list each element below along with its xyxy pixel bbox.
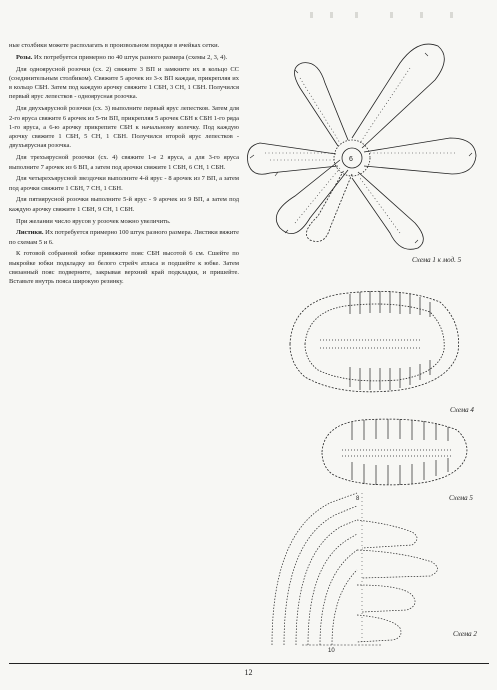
paragraph-five-tier-rose: Для пятиярусной розочки выполните 5-й ярус - 9 арочек из 9 ВП, а затем под каждую арочку свяжите 1 СБН, 9 СН, 1 СБН. xyxy=(9,196,239,213)
paragraph-leaves xyxy=(9,228,239,247)
leaves-intro-text: Их потребуется примерно 100 штук разного размера. Листики вяжите по схемам 5 и 6. xyxy=(9,229,239,246)
paragraph-four-tier-star: Для четырехъярусной звездочки выполните 4-й ярус - 8 арочек из 7 ВП, а затем под арочки свяжите 1 СБН, 7 СН, 1 СБН. xyxy=(9,175,239,192)
long-leaf-stitch-columns xyxy=(342,419,452,485)
paragraph-one-tier-rose: Для одноярусной розочки (сх. 2) свяжите 3 ВП и замкните их в кольцо СС (соединительным столбиком). Свяжите 5 арочек из 3-х ВП каждая, прикрепляя их в кольцо СБН. Затем под каждую арочку свяжите 1 СБН, 3 СН, 1 СБН. Получился первый ярус лепестков - одноярусная розочка. xyxy=(9,65,239,101)
flower-center-label: 6 xyxy=(349,156,353,163)
rose-inner-rows xyxy=(357,520,438,642)
instructions-text-column xyxy=(9,41,239,289)
long-leaf-outline xyxy=(322,419,467,485)
oval-leaf-outline xyxy=(290,291,459,391)
oval-leaf-stitch-columns xyxy=(320,291,430,390)
oval-leaf-scheme-diagram xyxy=(280,282,470,402)
paragraph-more-tiers: При желании число ярусов у розочек можно увеличить. xyxy=(16,217,171,225)
paragraph-intro: ные столбики можете располагать в произвольном порядке в ячейках сетки. xyxy=(9,42,220,49)
paragraph-waistband: К готовой собранной юбке привяжите пояс СБН высотой 6 см. Сшейте по выкройке юбки подкладку из белого стрейч атласа и подшейте к юбке. Затем связанный пояс подверните, закрывая верхний край подкладки, и пришейте. Вставьте внутрь пояса широкую резинку. xyxy=(9,250,239,286)
rose-outer-arc xyxy=(272,493,357,645)
paragraph-roses xyxy=(9,53,239,62)
flower-stitch-marks xyxy=(250,53,472,243)
paragraph-two-tier-rose: Для двухъярусной розочки (сх. 3) выполните первый ярус лепестков. Затем для 2-го яруса свяжите 6 арочек из 5-ти ВП, прикрепляя 5 арочек СБН к СБН 1-го ряда 1-го яруса, а 6-ю арочку прикрепите СБН к начальному колечку. Под каждую арочку свяжите 1 СБН, 5 СН, 1 СБН. Получился второй ярус лепестков - двухъярусная розочка. xyxy=(9,105,239,150)
roses-intro-text: Их потребуется примерно по 40 штук разного размера (схемы 2, 3, 4). xyxy=(32,53,228,61)
scheme-5-caption: Схема 5 xyxy=(449,494,473,502)
paragraph-three-tier-rose: Для трехъярусной розочки (сх. 4) свяжите 1-е 2 яруса, а для 3-го яруса выполните 7 арочек из 6 ВП, а затем под арочки свяжите 1 СБН, 6 СН, 1 СБН. xyxy=(9,154,239,171)
rose-row-label-10: 10 xyxy=(328,648,335,654)
page-number: 12 xyxy=(244,668,253,677)
long-leaf-scheme-diagram xyxy=(312,412,472,492)
scheme-2-caption: Схема 2 xyxy=(453,630,477,638)
faded-header-decoration xyxy=(300,10,480,22)
leaves-heading: Листики. xyxy=(16,229,44,237)
footer-rule xyxy=(9,663,489,664)
flower-petals xyxy=(248,44,477,249)
roses-heading: Розы. xyxy=(16,53,33,61)
rose-scheme-diagram xyxy=(262,490,462,655)
scheme-1-caption: Схема 1 к мод. 5 xyxy=(412,256,462,264)
flower-scheme-diagram xyxy=(240,28,490,253)
rose-row-label-8: 8 xyxy=(356,496,360,502)
scheme-4-caption: Схема 4 xyxy=(450,406,474,414)
